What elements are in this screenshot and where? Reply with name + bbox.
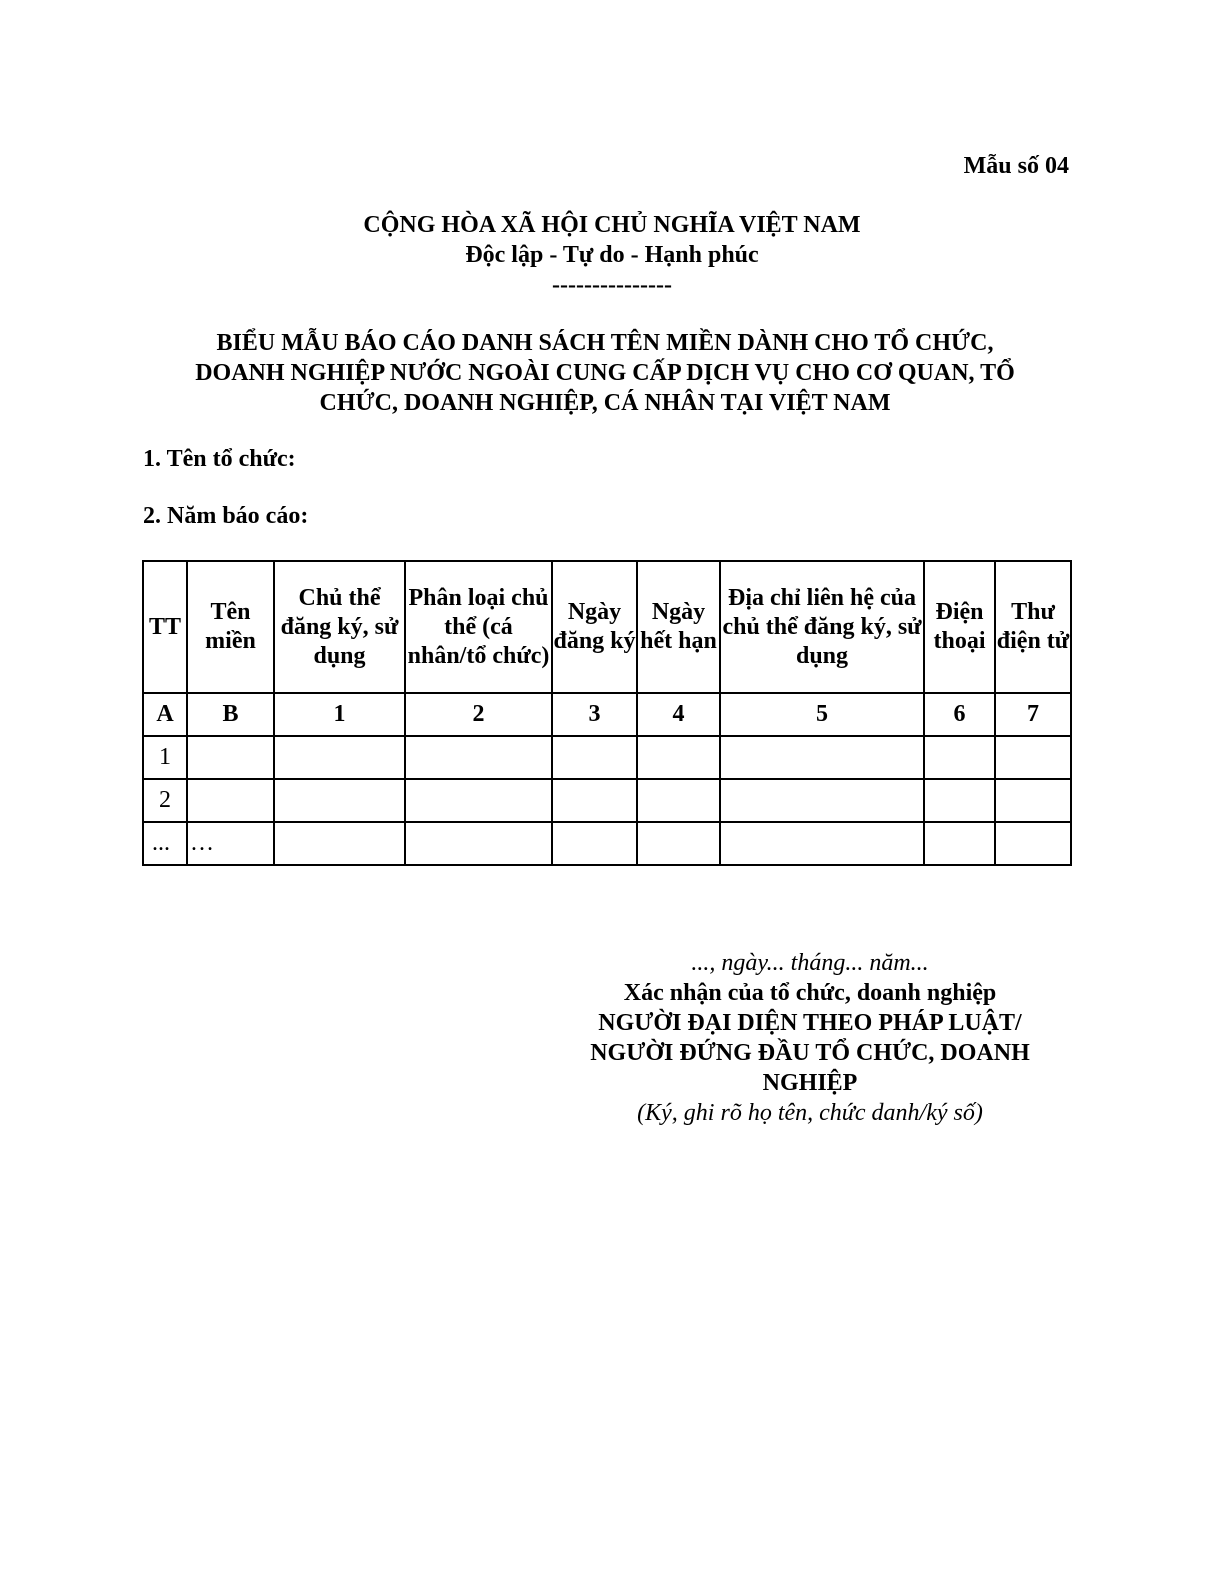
report-year-label: 2. Năm báo cáo: [143,503,309,529]
table-cell [274,736,405,779]
row-number-cell: ... [143,822,187,865]
code-cell: 2 [405,693,552,736]
document-title [140,328,1070,418]
table-cell [637,779,720,822]
signature-block [560,948,1060,1128]
title-line: CHỨC, DOANH NGHIỆP, CÁ NHÂN TẠI VIỆT NAM [319,390,891,416]
header-cell-phone: Điện thoại [924,561,995,693]
code-cell: 7 [995,693,1071,736]
table-header-row [143,561,1071,693]
table-cell [552,779,637,822]
signature-representative-line: NGƯỜI ĐỨNG ĐẦU TỔ CHỨC, DOANH [590,1040,1030,1066]
table-cell [187,779,274,822]
table-cell [552,822,637,865]
code-cell: 5 [720,693,924,736]
table-cell: … [187,822,274,865]
table-cell [274,779,405,822]
table-cell [720,779,924,822]
header-cell-registration-date: Ngày đăng ký [552,561,637,693]
table-cell [924,779,995,822]
table-cell [720,736,924,779]
code-cell: 1 [274,693,405,736]
code-cell: 4 [637,693,720,736]
table-row [143,736,1071,779]
signature-confirm-line: Xác nhận của tổ chức, doanh nghiệp [623,980,997,1006]
table-cell [924,736,995,779]
code-cell: A [143,693,187,736]
table-cell [637,822,720,865]
title-line: DOANH NGHIỆP NƯỚC NGOÀI CUNG CẤP DỊCH VỤ CHO CƠ QUAN, TỔ [195,360,1015,386]
table-row [143,779,1071,822]
organization-name-label: 1. Tên tổ chức: [143,446,296,472]
table-cell [995,779,1071,822]
code-cell: 3 [552,693,637,736]
form-number: Mẫu số 04 [963,153,1069,179]
table-row [143,822,1071,865]
table-cell [405,736,552,779]
signature-representative-line: NGƯỜI ĐẠI DIỆN THEO PHÁP LUẬT/ [598,1010,1022,1036]
domain-report-table [142,560,1072,866]
signature-representative-line: NGHIỆP [762,1070,858,1096]
table-cell [405,779,552,822]
table-cell [274,822,405,865]
table-cell [187,736,274,779]
table-cell [405,822,552,865]
row-number-cell: 1 [143,736,187,779]
signature-date-line: ..., ngày... tháng... năm... [691,950,929,976]
header-cell-contact-address: Địa chỉ liên hệ của chủ thể đăng ký, sử dụng [720,561,924,693]
header-cell-domain: Tên miền [187,561,274,693]
title-line: BIỂU MẪU BÁO CÁO DANH SÁCH TÊN MIỀN DÀNH CHO TỔ CHỨC, [216,330,994,356]
table-cell [924,822,995,865]
code-cell: 6 [924,693,995,736]
row-number-cell: 2 [143,779,187,822]
header-cell-registrant: Chủ thể đăng ký, sử dụng [274,561,405,693]
code-cell: B [187,693,274,736]
header-separator: --------------- [552,272,672,298]
header-cell-expiry-date: Ngày hết hạn [637,561,720,693]
national-header [0,210,1224,300]
national-motto: Độc lập - Tự do - Hạnh phúc [465,242,759,268]
table-cell [720,822,924,865]
header-cell-tt: TT [143,561,187,693]
header-cell-email: Thư điện tử [995,561,1071,693]
table-cell [637,736,720,779]
table-code-row [143,693,1071,736]
country-name: CỘNG HÒA XÃ HỘI CHỦ NGHĨA VIỆT NAM [363,212,861,238]
table-cell [995,736,1071,779]
header-cell-registrant-type: Phân loại chủ thể (cá nhân/tổ chức) [405,561,552,693]
table-cell [552,736,637,779]
table-cell [995,822,1071,865]
signature-note: (Ký, ghi rõ họ tên, chức danh/ký số) [637,1100,983,1126]
